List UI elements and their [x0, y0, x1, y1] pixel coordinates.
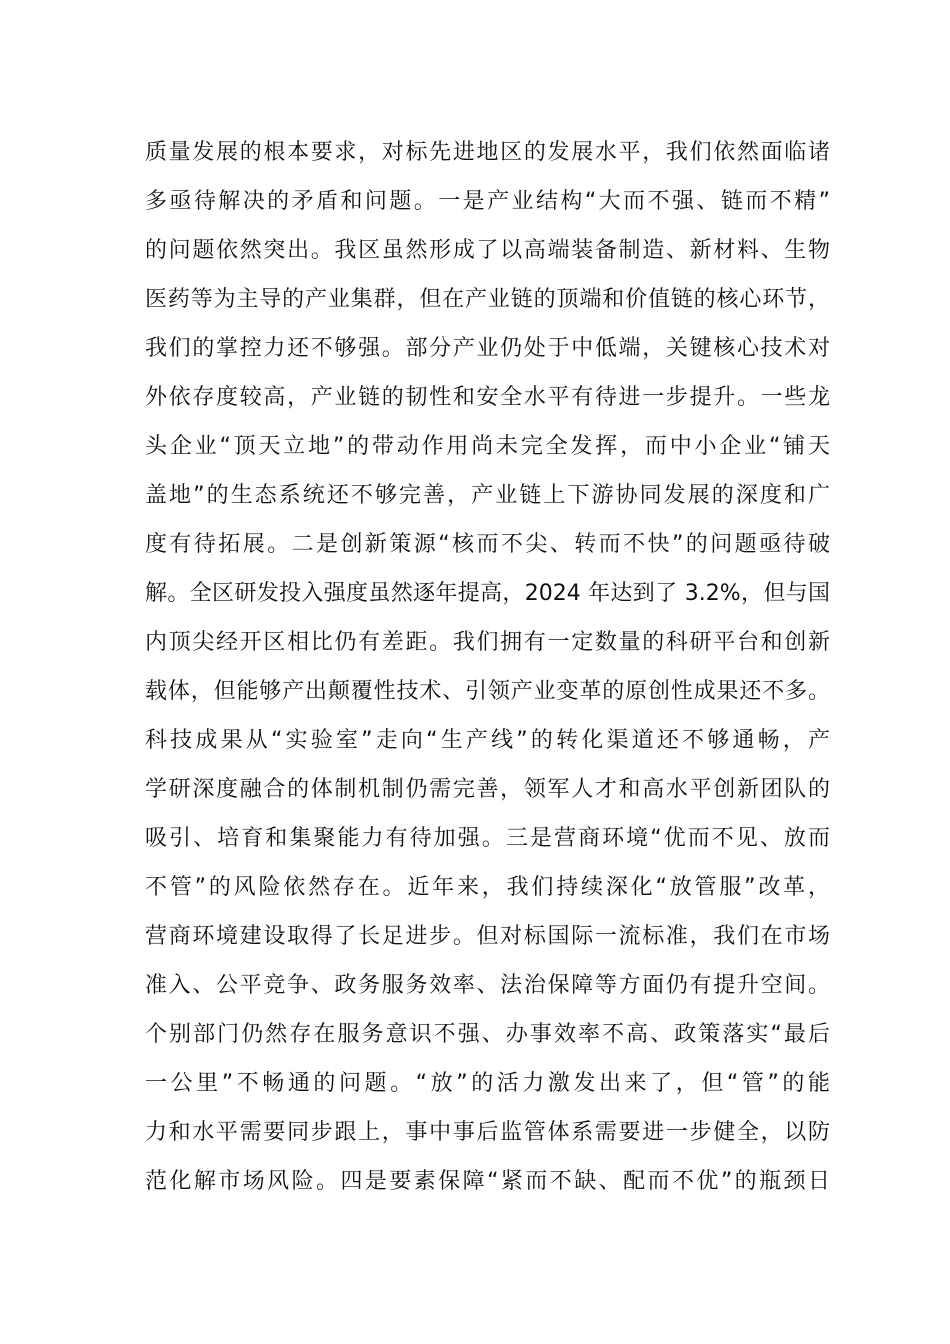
text-line: 头企业“顶天立地”的带动作用尚未完全发挥，而中小企业“铺天 [145, 434, 830, 459]
text-line: 外依存度较高，产业链的韧性和安全水平有待进一步提升。一些龙 [145, 385, 830, 410]
text-line: 多亟待解决的矛盾和问题。一是产业结构“大而不强、链而不精” [145, 189, 830, 214]
text-line: 营商环境建设取得了长足进步。但对标国际一流标准，我们在市场 [145, 924, 830, 949]
text-line: 我们的掌控力还不够强。部分产业仍处于中低端，关键核心技术对 [145, 336, 830, 361]
text-line: 力和水平需要同步跟上，事中事后监管体系需要进一步健全，以防 [145, 1120, 830, 1145]
text-line: 的问题依然突出。我区虽然形成了以高端装备制造、新材料、生物 [145, 238, 830, 263]
text-line: 度有待拓展。二是创新策源“核而不尖、转而不快”的问题亟待破 [145, 532, 830, 557]
text-line: 吸引、培育和集聚能力有待加强。三是营商环境“优而不见、放而 [145, 826, 830, 851]
text-line: 质量发展的根本要求，对标先进地区的发展水平，我们依然面临诸 [145, 140, 830, 165]
text-line: 一公里”不畅通的问题。“放”的活力激发出来了，但“管”的能 [145, 1071, 830, 1096]
text-line: 医药等为主导的产业集群，但在产业链的顶端和价值链的核心环节， [145, 287, 830, 312]
text-line: 不管”的风险依然存在。近年来，我们持续深化“放管服”改革， [145, 875, 830, 900]
text-line: 载体，但能够产出颠覆性技术、引领产业变革的原创性成果还不多。 [145, 679, 830, 704]
text-line: 个别部门仍然存在服务意识不强、办事效率不高、政策落实“最后 [145, 1022, 830, 1047]
text-line: 内顶尖经开区相比仍有差距。我们拥有一定数量的科研平台和创新 [145, 630, 830, 655]
text-line: 解。全区研发投入强度虽然逐年提高，2024 年达到了 3.2%，但与国 [145, 581, 830, 606]
text-line: 范化解市场风险。四是要素保障“紧而不缺、配而不优”的瓶颈日 [145, 1169, 830, 1194]
text-line: 学研深度融合的体制机制仍需完善，领军人才和高水平创新团队的 [145, 777, 830, 802]
text-line: 准入、公平竞争、政务服务效率、法治保障等方面仍有提升空间。 [145, 973, 830, 998]
text-line: 科技成果从“实验室”走向“生产线”的转化渠道还不够通畅，产 [145, 728, 830, 753]
text-line: 盖地”的生态系统还不够完善，产业链上下游协同发展的深度和广 [145, 483, 830, 508]
document-body [145, 128, 830, 1206]
